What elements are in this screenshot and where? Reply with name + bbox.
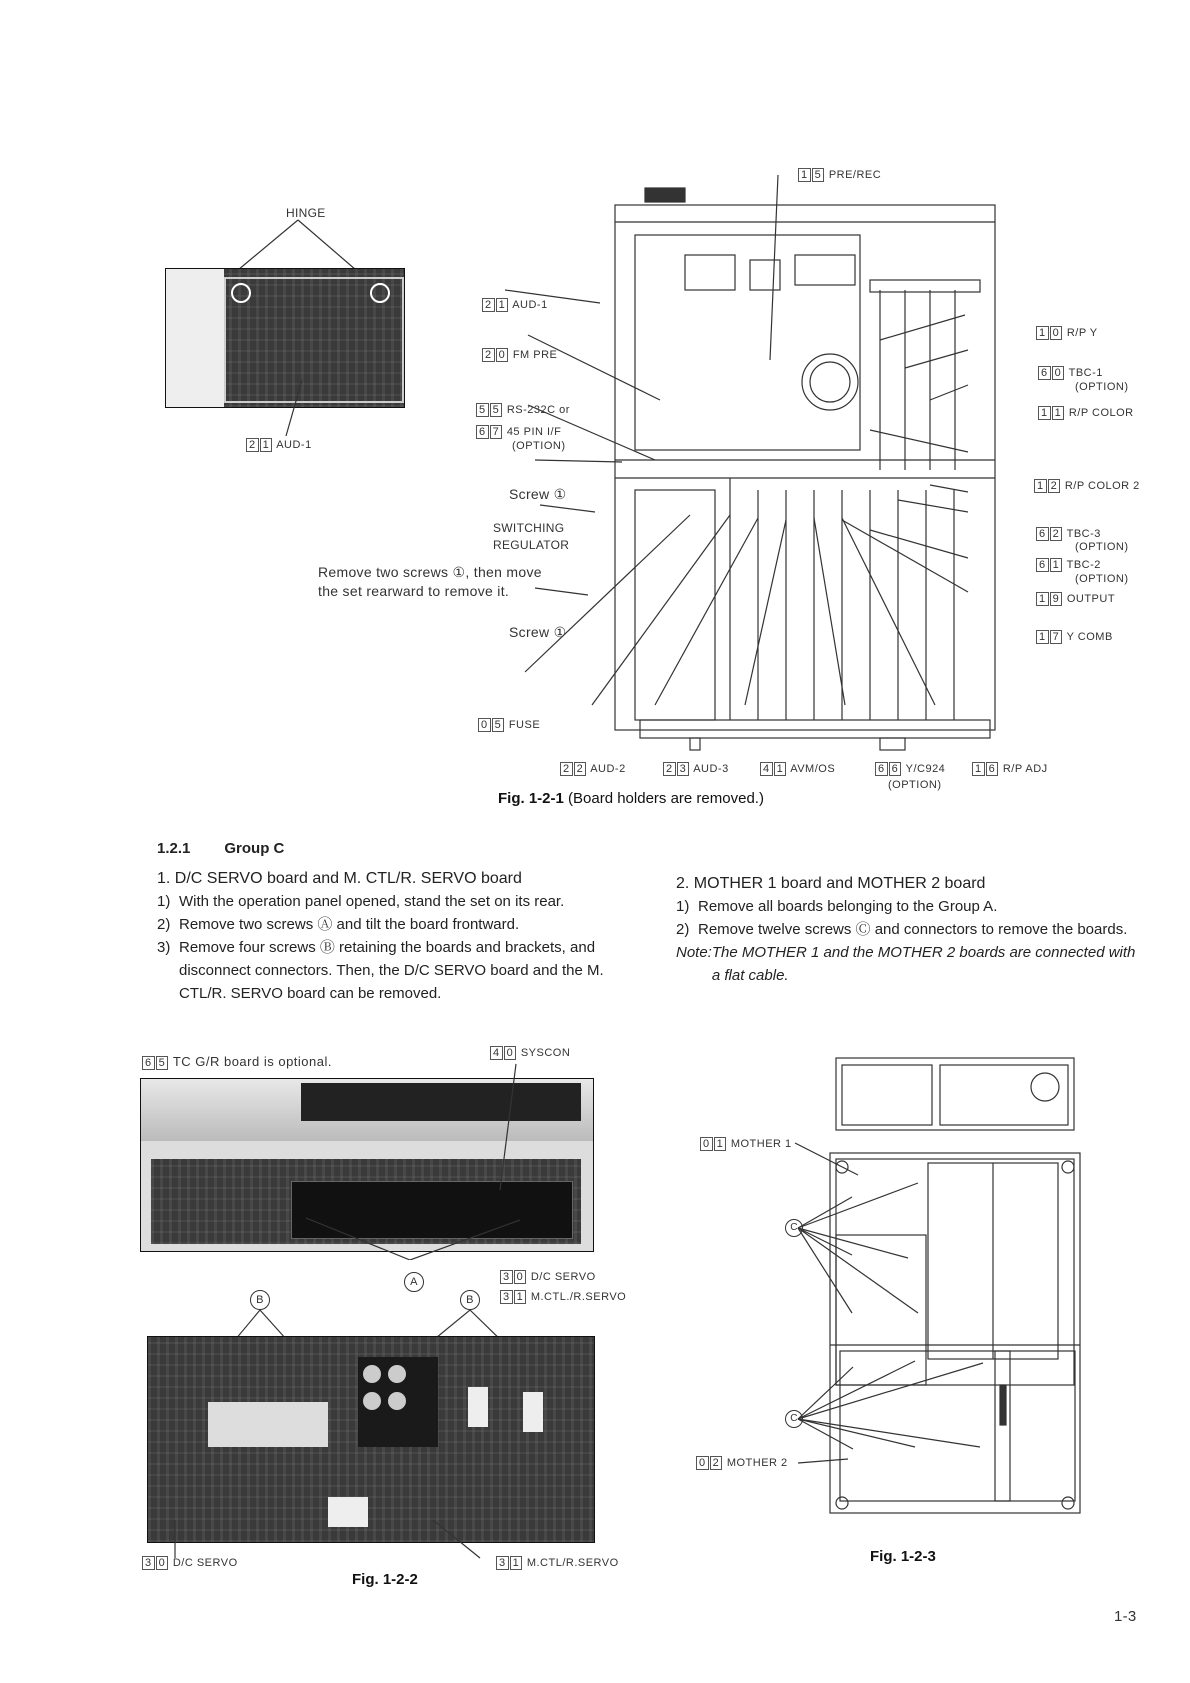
note: Note: The MOTHER 1 and the MOTHER 2 boards are connected with a flat cable. [676, 944, 1136, 984]
label-aud2: 2 2 AUD-2 [560, 762, 626, 776]
fig-1-2-1-caption: Fig. 1-2-1 (Board holders are removed.) [498, 790, 764, 807]
step: 2) Remove two screws Ⓐ and tilt the board frontward. [157, 916, 520, 933]
aud1-leader [280, 378, 310, 438]
fig2-top-leaders [290, 1060, 570, 1260]
right-column-text [676, 872, 1146, 987]
step: 1) With the operation panel opened, stand the set on its rear. [157, 893, 565, 910]
switching-regulator-label-2: REGULATOR [493, 538, 570, 552]
label-45pin-option: (OPTION) [512, 440, 566, 452]
section-heading: 1.2.1 Group C [157, 840, 285, 857]
label-mother2: 0 2 MOTHER 2 [696, 1456, 788, 1470]
remove-note-line1: Remove two screws ①, then move [318, 564, 542, 580]
label-syscon: 4 0 SYSCON [490, 1046, 570, 1060]
label-rp-color: 1 1 R/P COLOR [1038, 406, 1134, 420]
label-rp-y: 1 0 R/P Y [1036, 326, 1098, 340]
label-fm-pre: 2 0 FM PRE [482, 348, 557, 362]
label-mother1: 0 1 MOTHER 1 [700, 1137, 792, 1151]
hinge-label: HINGE [286, 206, 326, 220]
screw-label-lower: Screw ① [509, 624, 567, 640]
step: 2) Remove twelve screws Ⓒ and connectors to remove the boards. [676, 921, 1128, 938]
screw-c-marker-upper: C [785, 1219, 803, 1237]
label-dc-servo-bottom: 3 0 D/C SERVO [142, 1556, 238, 1570]
step: 3) Remove four screws Ⓑ retaining the boards and brackets, and disconnect connectors. Then, the D/C SERVO board and the M. CTL/R. SERVO board can be removed. [157, 939, 604, 1002]
label-tbc1-option: (OPTION) [1075, 381, 1129, 393]
label-45pin: 6 7 45 PIN I/F [476, 425, 561, 439]
hinge-icon [231, 283, 251, 303]
label-dc-servo: 3 0 D/C SERVO [500, 1270, 596, 1284]
fig-1-2-2-caption: Fig. 1-2-2 [352, 1571, 418, 1588]
screw-a-marker: A [404, 1272, 424, 1292]
dc-servo-heading: 1. D/C SERVO board and M. CTL/R. SERVO board [157, 870, 522, 887]
page-number: 1-3 [1114, 1608, 1137, 1625]
left-column-text [157, 867, 632, 1005]
label-fuse: 0 5 FUSE [478, 718, 540, 732]
label-mctl-servo: 3 1 M.CTL./R.SERVO [500, 1290, 626, 1304]
label-rp-adj: 1 6 R/P ADJ [972, 762, 1048, 776]
remove-note-line2: the set rearward to remove it. [318, 583, 510, 599]
label-aud1: 2 1 AUD-1 [482, 298, 548, 312]
screw-c-marker-lower: C [785, 1410, 803, 1428]
screw-b-marker-right: B [460, 1290, 480, 1310]
label-output: 1 9 OUTPUT [1036, 592, 1115, 606]
mother-heading: 2. MOTHER 1 board and MOTHER 2 board [676, 875, 986, 892]
label-tbc3: 6 2 TBC-3 [1036, 527, 1101, 541]
label-yc924-option: (OPTION) [888, 779, 942, 791]
label-tbc3-option: (OPTION) [1075, 541, 1129, 553]
label-pre-rec: 1 5 PRE/REC [798, 168, 881, 182]
label-mctl-servo-bottom: 3 1 M.CTL/R.SERVO [496, 1556, 619, 1570]
label-y-comb: 1 7 Y COMB [1036, 630, 1113, 644]
step: 1) Remove all boards belonging to the Group A. [676, 898, 998, 915]
label-tc-gr: 6 5 TC G/R board is optional. [142, 1054, 332, 1070]
label-tbc1: 6 0 TBC-1 [1038, 366, 1103, 380]
label-rs232c: 5 5 RS-232C or [476, 403, 570, 417]
label-rp-color2: 1 2 R/P COLOR 2 [1034, 479, 1140, 493]
screw-label-upper: Screw ① [509, 486, 567, 502]
label-yc924: 6 6 Y/C924 [875, 762, 945, 776]
label-tbc2-option: (OPTION) [1075, 573, 1129, 585]
switching-regulator-label-1: SWITCHING [493, 521, 565, 535]
fig-1-2-3-caption: Fig. 1-2-3 [870, 1548, 936, 1565]
hinge-icon [370, 283, 390, 303]
label-aud3: 2 3 AUD-3 [663, 762, 729, 776]
servo-boards-photo [147, 1336, 595, 1543]
label-avm-os: 4 1 AVM/OS [760, 762, 835, 776]
photo-aud1-label: 2 1 AUD-1 [246, 438, 312, 452]
screw-b-marker-left: B [250, 1290, 270, 1310]
label-tbc2: 6 1 TBC-2 [1036, 558, 1101, 572]
